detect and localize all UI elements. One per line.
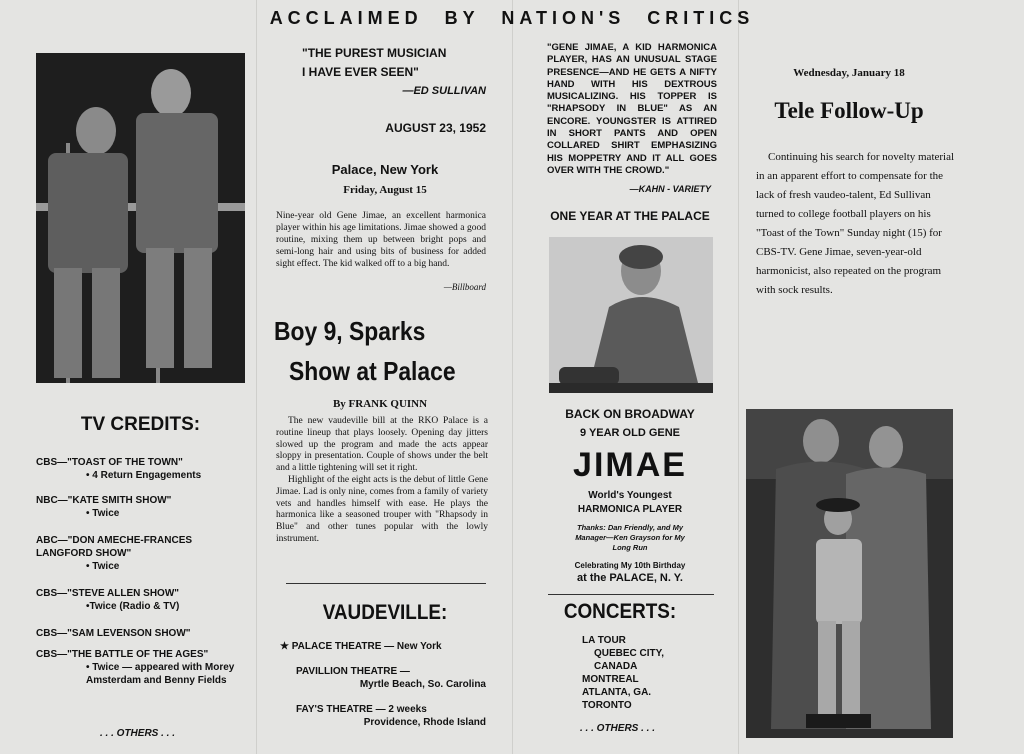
photo-boys-harmonica [36, 53, 245, 383]
harmonica-player: HARMONICA PLAYER [577, 504, 683, 515]
venue-name: FAY'S THEATRE — 2 weeks [296, 704, 427, 715]
concert-item: ATLANTA, GA. [582, 687, 652, 698]
credit-network: NBC—"KATE SMITH SHOW" [36, 495, 172, 506]
article-body [276, 416, 488, 546]
tele-headline: Tele Follow-Up [774, 98, 924, 123]
concert-item: TORONTO [582, 700, 632, 711]
banner: ACCLAIMED BY NATION'S CRITICS [269, 8, 755, 28]
col3-others: . . . OTHERS . . . [580, 723, 656, 734]
tv-credits-list [36, 456, 241, 687]
concerts-list [582, 634, 664, 712]
credit-network: CBS—"THE BATTLE OF THE AGES" [36, 649, 209, 660]
credit-item [36, 534, 241, 573]
celebrating: Celebrating My 10th Birthday [574, 561, 686, 570]
quote-line: "THE PUREST MUSICIAN [302, 46, 447, 60]
tele-date: Wednesday, January 18 [793, 67, 905, 79]
photo-group [746, 409, 953, 738]
venue-name: ★ PALACE THEATRE — New York [280, 641, 442, 652]
headline-line2: Show at Palace [289, 356, 456, 386]
credit-detail: • Twice [86, 508, 120, 519]
credit-item [36, 494, 241, 520]
vaudeville-title: VAUDEVILLE: [322, 601, 448, 624]
variety-attribution: —KAHN - VARIETY [629, 184, 711, 194]
credit-detail: • Twice [86, 561, 120, 572]
concert-item: QUEBEC CITY, [594, 648, 665, 659]
headline-line1: Boy 9, Sparks [274, 316, 426, 346]
article-date: AUGUST 23, 1952 [385, 121, 486, 135]
credit-item [36, 587, 241, 613]
credit-network: ABC—"DON AMECHE-FRANCES LANGFORD SHOW" [36, 535, 193, 559]
jimae-name: JIMAE [573, 446, 687, 484]
nine-year-old: 9 YEAR OLD GENE [579, 427, 681, 439]
credit-item [36, 648, 241, 687]
palace-heading: Palace, New York [331, 162, 439, 177]
one-year-heading: ONE YEAR AT THE PALACE [550, 209, 710, 223]
credit-item [36, 627, 241, 640]
concert-item: LA TOUR [582, 635, 626, 646]
credit-network: CBS—"TOAST OF THE TOWN" [36, 457, 183, 468]
photo-gene-jimae [549, 237, 713, 393]
article-paragraph: Highlight of the eight acts is the debut of little Gene Jimae. Lad is only nine, comes from a family of variety vets and handles himself with ease. He plays the harmonica like a seasoned trouper with "Rhapsody in Blue" and other tunes popular with the lowly instrument. [276, 474, 488, 544]
photo-gene-image [549, 237, 713, 393]
credit-detail: • 4 Return Engagements [86, 470, 202, 481]
credit-detail: • Twice — appeared with Morey Amsterdam and Benny Fields [86, 662, 235, 686]
venue-list [280, 640, 490, 729]
photo-group-image [746, 409, 953, 738]
worlds-youngest: World's Youngest [588, 490, 672, 501]
venue-item [280, 640, 490, 653]
concert-item: MONTREAL [582, 674, 639, 685]
back-on-broadway: BACK ON BROADWAY [565, 407, 695, 421]
photo-boys-image [36, 53, 245, 383]
sullivan-attribution: —ED SULLIVAN [402, 85, 486, 97]
venue-item [280, 665, 490, 691]
palace-date: Friday, August 15 [343, 184, 427, 196]
venue-location: Providence, Rhode Island [363, 717, 486, 728]
variety-quote: "GENE JIMAE, A KID HARMONICA PLAYER, HAS AN UNUSUAL STAGE PRESENCE—AND HE GETS A NIFTY HAND WITH HIS DEXTROUS MUSICALIZING. HIS TOPPER IS "RHAPSODY IN BLUE" AS AN ENCORE. YOUNGSTER IS ATTIRED IN SHORT PANTS AND OPEN COLLARED SHIRT EMPHASIZING HIS MOPPETRY AND IT ALL GOES OVER WITH THE CROWD." [547, 42, 717, 176]
credit-network: CBS—"SAM LEVENSON SHOW" [36, 628, 191, 639]
col1-others: . . . OTHERS . . . [100, 728, 176, 739]
billboard-review: Nine-year old Gene Jimae, an excellent harmonica player within his age limitations. Jimae showed a good routine, mixing them up between bright pops and semi-long hair and using bits of business for added sight effect. The kid walked off to a big hand. [276, 211, 486, 269]
concert-item: CANADA [594, 661, 638, 672]
quote-line: I HAVE EVER SEEN" [302, 65, 419, 79]
credit-detail: •Twice (Radio & TV) [86, 601, 180, 612]
credit-item [36, 456, 241, 482]
tele-article: Continuing his search for novelty material in an apparent effort to compensate for the lack of fresh vaudeo-talent, Ed Sullivan turned to college football players on his "Toast of the Town" Sunday night (15) for CBS-TV. Gene Jimae, seven-year-old harmonicist, also repeated on the program with sock results. [756, 151, 955, 296]
byline: By FRANK QUINN [332, 398, 428, 410]
venue-location: Myrtle Beach, So. Carolina [359, 679, 486, 690]
thanks: Thanks: Dan Friendly, and My Manager—Ken Grayson for My Long Run [575, 523, 685, 552]
billboard-attribution: —Billboard [443, 282, 486, 292]
venue-name: PAVILLION THEATRE — [296, 666, 410, 677]
tv-credits-title: TV CREDITS: [80, 414, 201, 435]
concerts-title: CONCERTS: [563, 600, 677, 623]
credit-network: CBS—"STEVE ALLEN SHOW" [36, 588, 180, 599]
at-the-palace: at the PALACE, N. Y. [577, 572, 683, 584]
sullivan-quote [302, 44, 446, 82]
divider [286, 583, 486, 584]
article-paragraph: The new vaudeville bill at the RKO Palace is a routine lineup that plays loosely. Opening day jitters slowed up the program and made the acts appear sloppy in presentation. Couple of shows under the belt and a little tightening will set it right. [276, 416, 488, 474]
divider [548, 594, 714, 595]
venue-item [280, 703, 490, 729]
